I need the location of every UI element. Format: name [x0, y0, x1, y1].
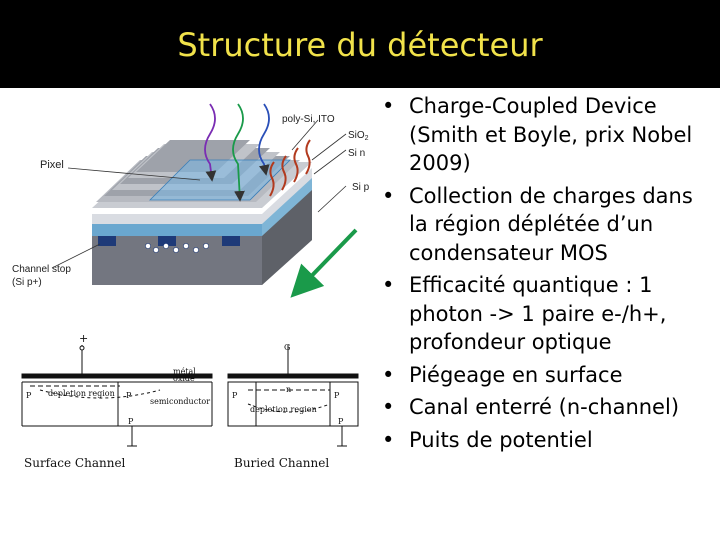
- slide-title: Structure du détecteur: [177, 26, 543, 64]
- bullet-dot-icon: •: [382, 395, 395, 419]
- bullet-item: [380, 426, 718, 455]
- label-depletion-region-2: depletion region: [250, 405, 317, 414]
- label-p-right-left: P: [232, 391, 238, 400]
- label-p-right-right: P: [334, 391, 340, 400]
- label-poly-si-ito: poly-Si, ITO: [282, 114, 335, 125]
- label-sio2: SiO$_2$: [348, 130, 369, 142]
- label-p-under-right: P: [338, 417, 344, 426]
- bullet-item: [380, 393, 718, 422]
- label-channel-stop: Channel stop: [12, 264, 71, 275]
- label-depletion-region: depletion region: [48, 389, 115, 398]
- bullet-text: Piégeage en surface: [409, 362, 623, 387]
- bullet-dot-icon: •: [382, 362, 395, 387]
- label-si-n: Si n: [348, 148, 366, 159]
- bullet-dot-icon: •: [382, 273, 395, 297]
- bullet-item: [380, 271, 718, 357]
- bullet-item: [380, 182, 718, 268]
- bullet-text: Collection de charges dans la région déplétée d’un condensateur MOS: [409, 183, 693, 265]
- label-p-under-left: P: [128, 417, 134, 426]
- bullet-dot-icon: •: [382, 427, 395, 452]
- label-p-left: P: [26, 391, 32, 400]
- label-pixel: Pixel: [40, 159, 64, 171]
- label-channel-stop-material: (Si p+): [12, 277, 42, 288]
- bullet-text: Puits de potentiel: [409, 427, 593, 452]
- bullet-text: Canal enterré (n-channel): [409, 395, 680, 419]
- bullet-dot-icon: •: [382, 183, 395, 208]
- label-n: n: [286, 385, 292, 394]
- label-si-p: Si p: [352, 182, 370, 193]
- bullet-list: [380, 92, 718, 458]
- label-buried-channel: Buried Channel: [234, 456, 330, 470]
- label-g: G: [284, 343, 291, 352]
- detector-figure: [0, 88, 376, 508]
- bullet-text: Charge-Coupled Device (Smith et Boyle, prix Nobel 2009): [409, 94, 693, 175]
- label-metal-oxide-1: métal: [173, 367, 196, 376]
- label-semiconductor: semiconductor: [150, 397, 211, 406]
- label-surface-channel: Surface Channel: [24, 456, 126, 470]
- label-p-mid: P: [126, 391, 132, 400]
- bullet-dot-icon: •: [382, 94, 395, 118]
- bullet-item: [380, 361, 718, 390]
- label-metal-oxide-2: oxide: [173, 374, 195, 383]
- bullet-text: Efficacité quantique : 1 photon -> 1 paire e-/h+, profondeur optique: [409, 273, 667, 354]
- bullet-item: [380, 92, 718, 178]
- label-plus: +: [79, 332, 89, 345]
